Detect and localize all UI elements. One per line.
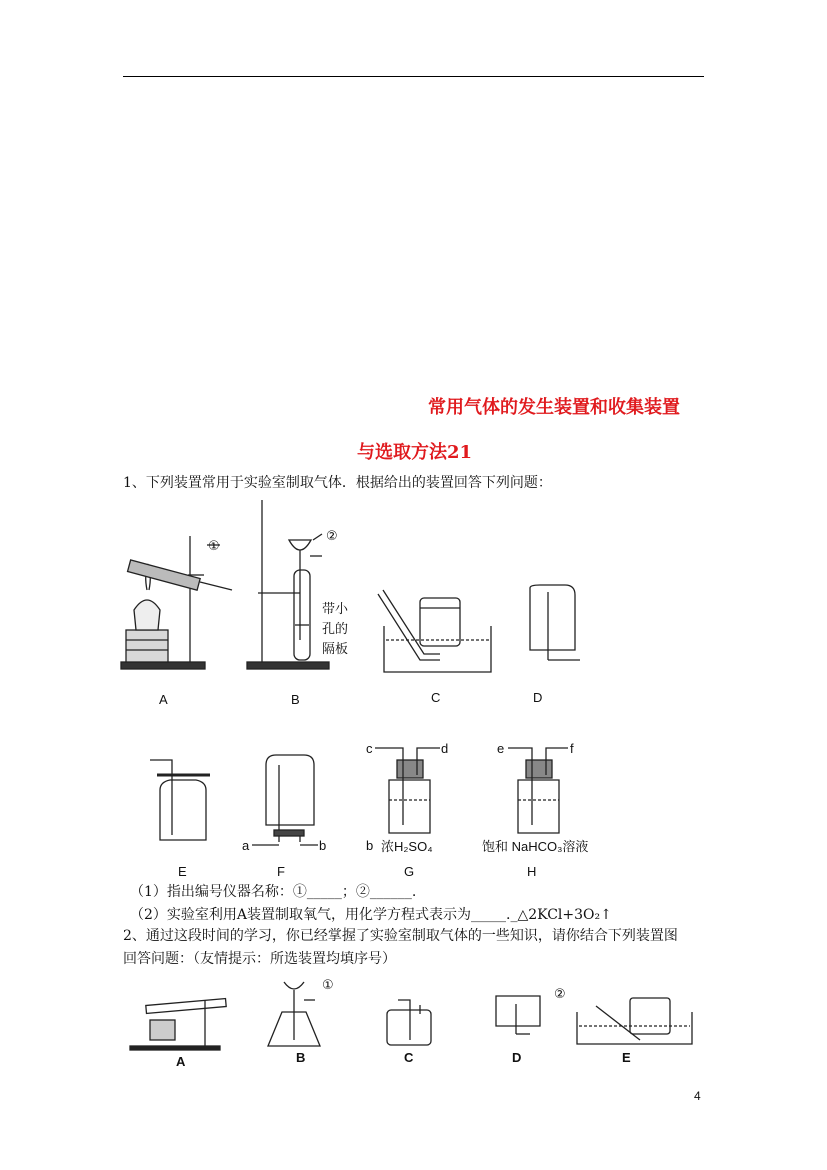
- port-f-a: a: [242, 838, 250, 853]
- apparatus-g: [375, 748, 440, 833]
- caption-b: B: [291, 692, 300, 707]
- b-label-2: 孔的: [322, 621, 349, 636]
- q2-caption-b: B: [296, 1050, 306, 1065]
- caption-h: H: [527, 864, 537, 879]
- circle-2-label: ②: [326, 528, 338, 543]
- b-label-3: 隔板: [322, 641, 349, 656]
- caption-f: F: [277, 864, 285, 879]
- q2-apparatus-e: [577, 998, 692, 1044]
- q2-apparatus-a: [130, 999, 226, 1050]
- title-line-1: 常用气体的发生装置和收集装置: [428, 397, 680, 418]
- port-c: c: [366, 741, 373, 756]
- apparatus-e: [150, 760, 210, 840]
- q2-caption-c: C: [404, 1050, 414, 1065]
- q1-part2: （2）实验室利用A装置制取氧气，用化学方程式表示为_____._△2KCl+3O₂↑: [130, 907, 612, 923]
- apparatus-a: [121, 536, 232, 669]
- port-f: f: [570, 741, 574, 756]
- port-f-b: b: [319, 838, 327, 853]
- port-g-b: b: [366, 838, 374, 853]
- title-line-2: 与选取方法21: [357, 442, 473, 463]
- port-e: e: [497, 741, 505, 756]
- port-d: d: [441, 741, 449, 756]
- q2-caption-e: E: [622, 1050, 631, 1065]
- q2-apparatus-b: [268, 982, 320, 1046]
- apparatus-d: [530, 585, 580, 660]
- q2-caption-a: A: [176, 1054, 186, 1069]
- q1-part1: （1）指出编号仪器名称：①_____；②______.: [130, 884, 417, 900]
- caption-e: E: [178, 864, 187, 879]
- apparatus-b: [247, 500, 329, 669]
- q2-caption-d: D: [512, 1050, 522, 1065]
- apparatus-c: [378, 590, 491, 672]
- q2-line2: 回答问题：（友情提示：所选装置均填序号）: [123, 951, 396, 967]
- g-liquid-label: 浓H₂SO₄: [381, 839, 433, 854]
- apparatus-f: [252, 755, 318, 845]
- h-liquid-label: 饱和 NaHCO₃溶液: [482, 839, 589, 854]
- apparatus-h: [508, 748, 568, 833]
- q2-circle-1: ①: [322, 977, 334, 992]
- caption-c: C: [431, 690, 441, 705]
- b-label-1: 带小: [322, 601, 349, 616]
- q2-apparatus-d: [496, 996, 540, 1034]
- caption-d: D: [533, 690, 543, 705]
- circle-1-label: ①: [208, 538, 220, 553]
- q1-prompt: 1、下列装置常用于实验室制取气体．根据给出的装置回答下列问题：: [123, 475, 552, 491]
- q2-apparatus-c: [387, 1000, 431, 1045]
- caption-a: A: [159, 692, 168, 707]
- caption-g: G: [404, 864, 415, 879]
- q2-circle-2: ②: [554, 986, 566, 1001]
- q2-line1: 2、通过这段时间的学习，你已经掌握了实验室制取气体的一些知识，请你结合下列装置图: [123, 928, 678, 944]
- page-number: 4: [694, 1089, 701, 1103]
